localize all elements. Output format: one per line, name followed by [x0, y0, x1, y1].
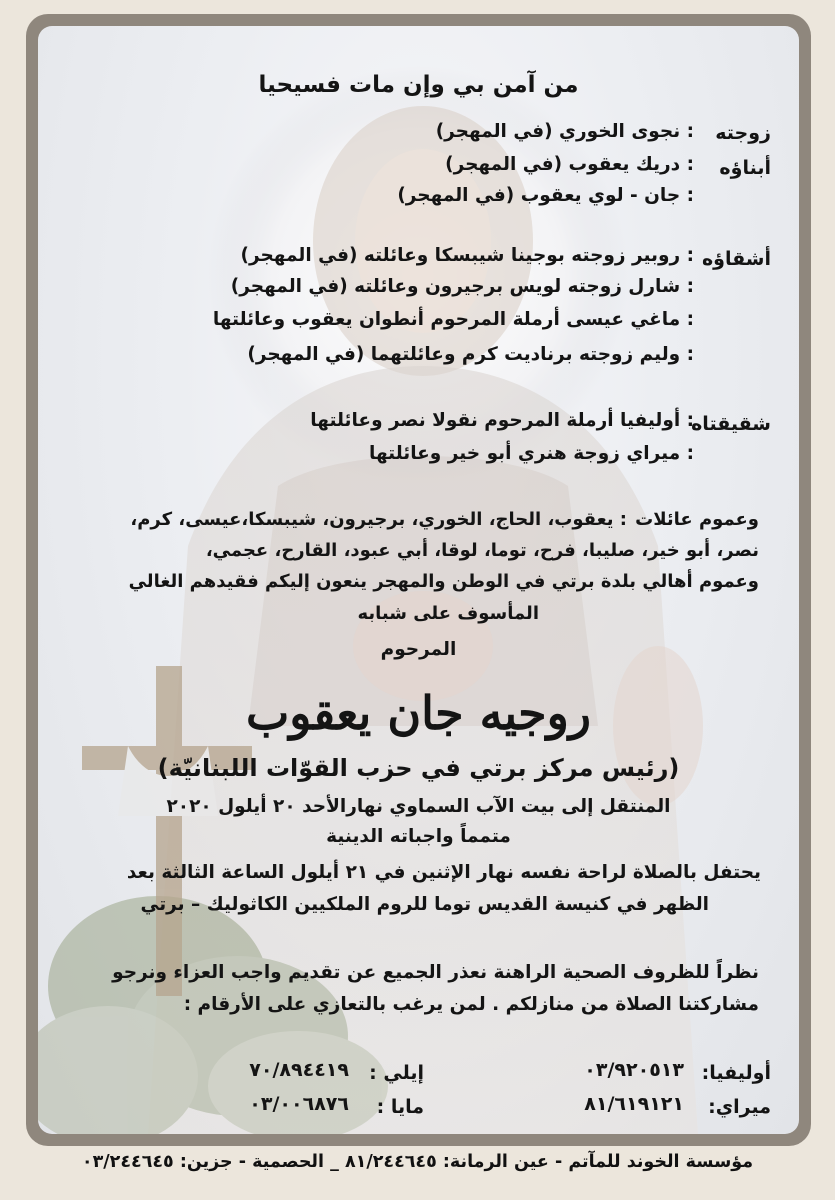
son-item: : جان - لوي يعقوب (في المهجر): [397, 185, 694, 206]
families-line: نصر، أبو خير، صليبا، فرح، توما، لوقا، أبي عبود، القارح، عجمي،: [205, 540, 759, 561]
death-line: متمماً واجباته الدينية: [326, 826, 511, 847]
obituary-text: [38, 26, 799, 1134]
contact-name: ميراي:: [708, 1096, 771, 1118]
sisters-label: شقيقتاه: [691, 413, 771, 435]
brother-item: : ماغي عيسى أرملة المرحوم أنطوان يعقوب وعائلتها: [212, 309, 694, 330]
deceased-name: روجيه جان يعقوب: [246, 686, 591, 740]
wife-value: : نجوى الخوري (في المهجر): [435, 121, 694, 142]
brother-item: : روبير زوجته بوجينا شيبسكا وعائلته (في المهجر): [240, 245, 694, 266]
contact-phone: ٨١/٦١٩١٢١: [584, 1093, 684, 1115]
families-label: وعموم عائلات: [635, 509, 759, 530]
contact-name: مايا :: [376, 1096, 424, 1118]
wife-label: زوجته: [715, 122, 771, 144]
families-line: : يعقوب، الحاج، الخوري، برجيرون، شيبسكا،عيسى، كرم،: [130, 509, 627, 530]
contact-name: أوليفيا:: [701, 1062, 771, 1084]
opening-verse: من آمن بي وإن مات فسيحيا: [258, 72, 579, 98]
contact-phone: ٠٣/٠٠٦٨٧٦: [249, 1093, 349, 1115]
brother-item: : وليم زوجته برناديت كرم وعائلتهما (في المهجر): [247, 344, 694, 365]
brother-item: : شارل زوجته لويس برجيرون وعائلته (في المهجر): [230, 276, 694, 297]
contact-name: إيلي :: [369, 1062, 424, 1084]
obituary-frame: [26, 14, 811, 1146]
prayer-line: الظهر في كنيسة القديس توما للروم الملكيين الكاثوليك – برتي: [140, 894, 709, 915]
obituary-panel: [38, 26, 799, 1134]
covid-line: نظراً للظروف الصحية الراهنة نعذر الجميع عن تقديم واجب العزاء ونرجو: [112, 962, 759, 983]
covid-line: مشاركتنا الصلاة من منازلكم . لمن يرغب بالتعازي على الأرقام :: [183, 994, 759, 1015]
brothers-label: أشقاؤه: [701, 248, 771, 270]
death-line: المنتقل إلى بيت الآب السماوي نهارالأحد ٢٠ أيلول ٢٠٢٠: [166, 796, 671, 817]
son-item: : دريك يعقوب (في المهجر): [445, 154, 694, 175]
sister-item: : أوليفيا أرملة المرحوم نقولا نصر وعائلتها: [310, 410, 694, 431]
families-line: وعموم أهالي بلدة برتي في الوطن والمهجر ينعون إليكم فقيدهم الغالي: [128, 571, 759, 592]
sister-item: : ميراي زوجة هنري أبو خير وعائلتها: [369, 443, 694, 464]
deceased-title: (رئيس مركز برتي في حزب القوّات اللبنانيّة): [157, 754, 680, 782]
deceased-prefix: المرحوم: [380, 639, 457, 660]
contact-phone: ٠٣/٩٢٠٥١٣: [584, 1059, 684, 1081]
funeral-home-footer: مؤسسة الخوند للمآتم - عين الرمانة: ٨١/٢٤٤٦٤٥ _ الحصمية - جزين: ٠٣/٢٤٤٦٤٥: [81, 1152, 754, 1172]
families-line: المأسوف على شبابه: [357, 603, 539, 624]
prayer-line: يحتفل بالصلاة لراحة نفسه نهار الإثنين في ٢١ أيلول الساعة الثالثة بعد: [126, 862, 761, 883]
contact-phone: ٧٠/٨٩٤٤١٩: [249, 1059, 349, 1081]
sons-label: أبناؤه: [719, 157, 771, 179]
